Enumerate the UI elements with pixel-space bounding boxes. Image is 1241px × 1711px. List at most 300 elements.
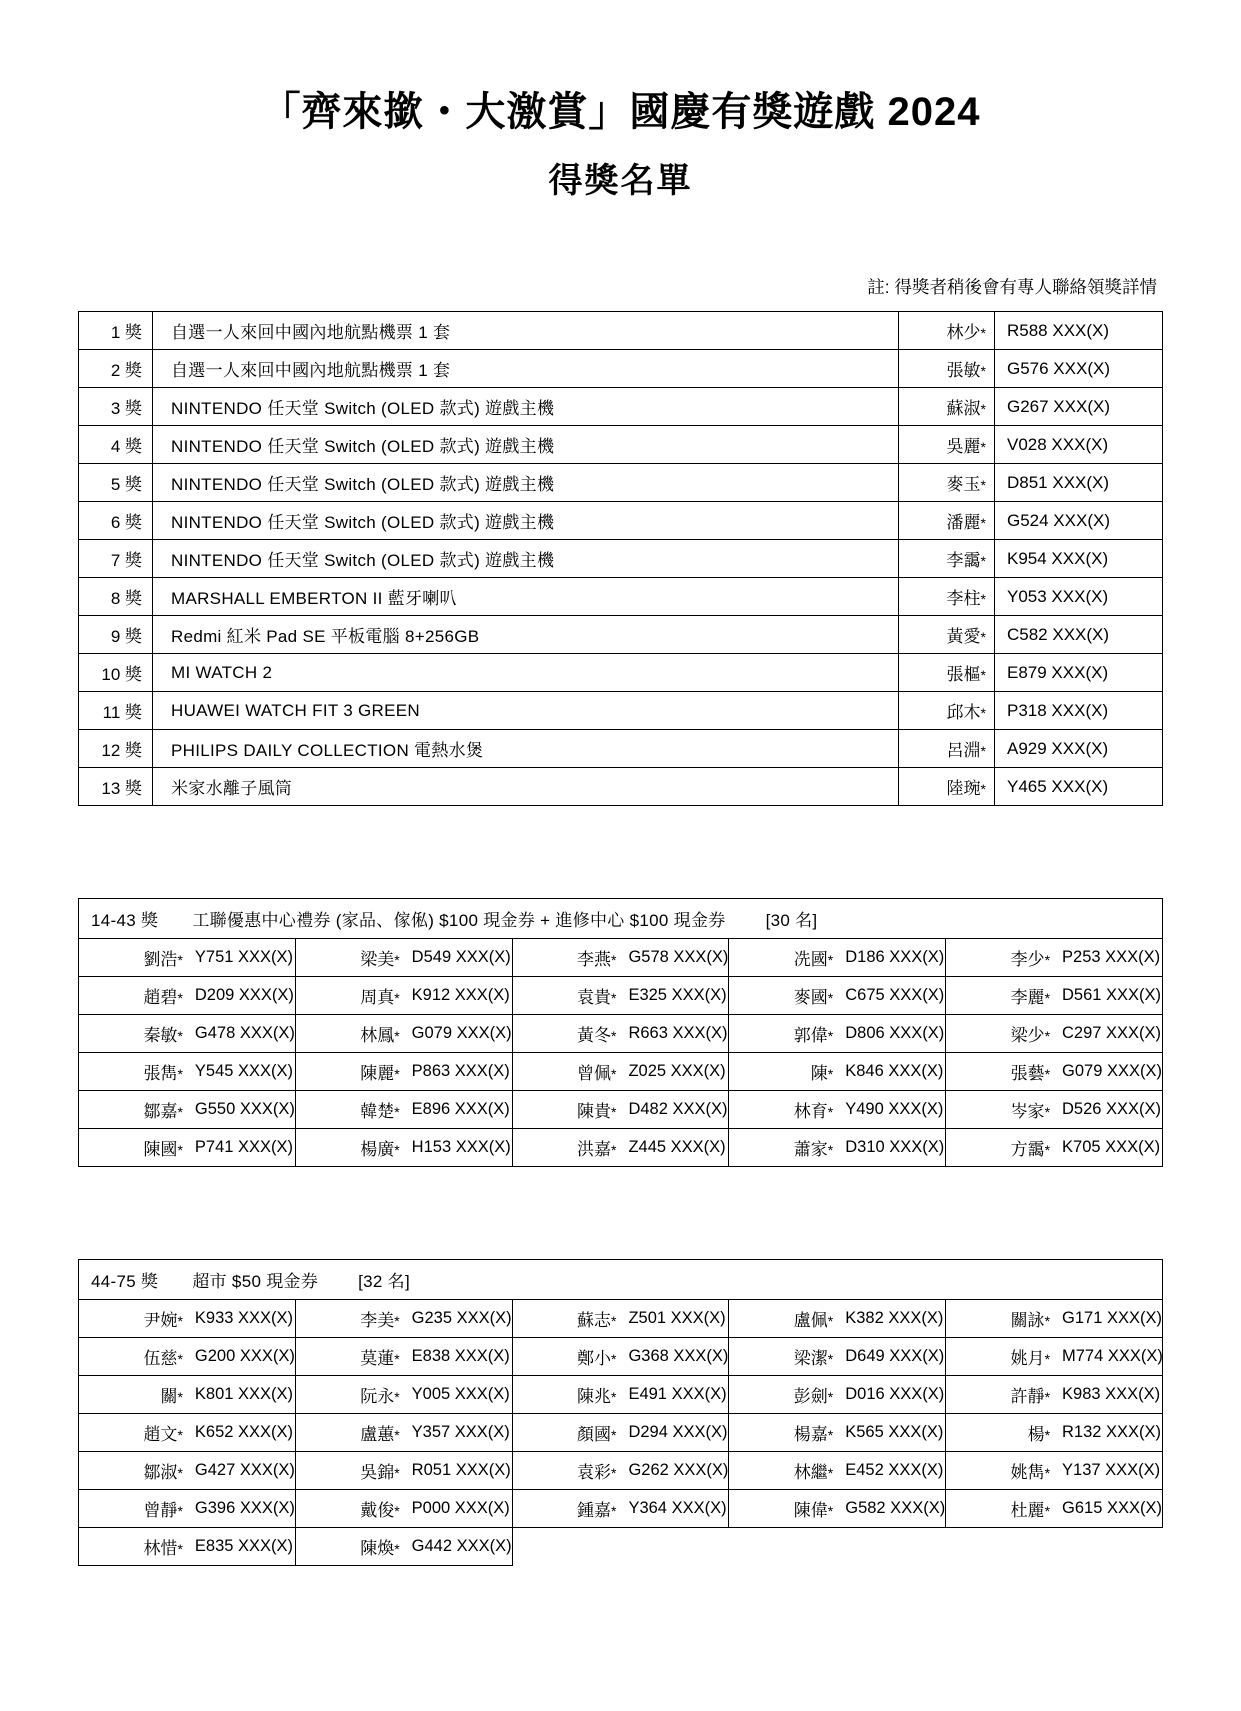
winner-name [946,977,1054,1015]
masking-star: * [1044,990,1051,1006]
winner-name [512,1452,620,1490]
winner-code: G427 XXX(X) [187,1452,295,1490]
winner-name-text: 蕭家 [793,1140,828,1159]
winner-name-text: 麥國 [793,988,828,1007]
winner-name [512,977,620,1015]
prize-description: NINTENDO 任天堂 Switch (OLED 款式) 遊戲主機 [153,464,899,502]
empty-cell [512,1528,620,1566]
prize-rank: 1 獎 [79,312,153,350]
winner-name [946,1015,1054,1053]
winner-code: Y137 XXX(X) [1054,1452,1162,1490]
winner-name [729,1015,837,1053]
winner-name [729,1376,837,1414]
masking-star: * [827,990,834,1006]
winner-code: G267 XXX(X) [995,388,1163,426]
winner-name-text: 林惜 [143,1539,178,1558]
winner-name-text: 方靄 [1010,1140,1045,1159]
winner-name [79,977,187,1015]
winner-code: K933 XXX(X) [187,1300,295,1338]
winner-code: G200 XXX(X) [187,1338,295,1376]
prize-rank: 7 獎 [79,540,153,578]
masking-star: * [177,1389,183,1405]
winner-name-text: 蘇志 [577,1311,611,1330]
masking-star: * [980,401,986,417]
winner-name-text: 楊 [1027,1425,1045,1444]
winner-code: K846 XXX(X) [837,1053,945,1091]
prize-rank: 8 獎 [79,578,153,616]
winner-code: D806 XXX(X) [837,1015,945,1053]
prize-description: MARSHALL EMBERTON II 藍牙喇叭 [153,578,899,616]
masking-star: * [394,990,400,1006]
masking-star: * [980,325,986,341]
masking-star: * [394,1389,400,1405]
winner-name-text: 趙文 [143,1425,178,1444]
winner-name [899,312,995,350]
masking-star: * [827,1313,834,1329]
prize-description: 自選一人來回中國內地航點機票 1 套 [153,312,899,350]
winner-name-text: 陳煥 [360,1539,395,1558]
winner-name-text: 林少 [946,323,981,342]
winner-name [946,1338,1054,1376]
winner-code: Y005 XXX(X) [404,1376,512,1414]
winner-row [79,1414,1163,1452]
winner-name-text: 鄭小 [577,1349,611,1368]
winner-code: D561 XXX(X) [1054,977,1162,1015]
winner-name-text: 陳貴 [577,1102,611,1121]
winner-name-text: 姚雋 [1010,1463,1045,1482]
prize-rank: 10 獎 [79,654,153,692]
winner-name-text: 阮永 [360,1387,395,1406]
winner-name-text: 關 [160,1387,178,1406]
winner-name [79,1053,187,1091]
prize-description: 自選一人來回中國內地航點機票 1 套 [153,350,899,388]
masking-star: * [827,1503,834,1519]
winner-code: D209 XXX(X) [187,977,295,1015]
winner-row [79,1091,1163,1129]
masking-star: * [1044,1142,1051,1158]
winner-name [899,654,995,692]
winner-name-text: 吳錦 [360,1463,395,1482]
winner-code: E491 XXX(X) [620,1376,728,1414]
winner-name [79,1091,187,1129]
winner-name [946,1376,1054,1414]
winner-name [899,388,995,426]
winner-code: Y751 XXX(X) [187,939,295,977]
winner-name-text: 盧佩 [793,1311,828,1330]
winner-row [79,1300,1163,1338]
winner-name [899,464,995,502]
winner-name-text: 梁潔 [793,1349,828,1368]
empty-cell [729,1528,837,1566]
winner-code: P253 XXX(X) [1054,939,1162,977]
group-count: [32 名] [358,1272,411,1291]
winner-name-text: 陳 [810,1064,828,1083]
winner-code: G578 XXX(X) [620,939,728,977]
winner-code: Y357 XXX(X) [404,1414,512,1452]
winner-name [79,1490,187,1528]
winner-name-text: 鄒嘉 [143,1102,178,1121]
group-b-section [78,1259,1163,1566]
winner-name-text: 楊嘉 [793,1425,828,1444]
winner-name [79,1129,187,1167]
masking-star: * [394,952,400,968]
winner-name-text: 黃冬 [577,1026,611,1045]
page-title: 「齊來撳・大激賞」國慶有獎遊戲 2024 [260,90,981,134]
prize-rank: 3 獎 [79,388,153,426]
masking-star: * [1044,1465,1051,1481]
masking-star: * [394,1465,400,1481]
table-row [79,388,1163,426]
empty-cell [946,1528,1054,1566]
winner-name [899,578,995,616]
winner-name [729,1414,837,1452]
group-a-table [78,898,1163,1167]
masking-star: * [394,1313,400,1329]
winner-row [79,1376,1163,1414]
winner-name-text: 梁少 [1010,1026,1045,1045]
masking-star: * [980,667,986,683]
winner-name [512,1053,620,1091]
masking-star: * [980,477,986,493]
table-row [79,578,1163,616]
winner-name-text: 陳國 [143,1140,178,1159]
winner-name-text: 劉浩 [143,950,178,969]
winner-name [79,1376,187,1414]
masking-star: * [1044,1313,1051,1329]
winner-name [295,1452,403,1490]
prize-rank: 4 獎 [79,426,153,464]
masking-star: * [177,1541,183,1557]
winner-name [295,977,403,1015]
winner-code: C675 XXX(X) [837,977,945,1015]
table-row [79,464,1163,502]
masking-star: * [980,743,986,759]
winner-name [946,1490,1054,1528]
winner-name [512,1129,620,1167]
winner-name-text: 黃愛 [946,627,981,646]
winner-code: R663 XXX(X) [620,1015,728,1053]
masking-star: * [177,1104,183,1120]
table-row [79,692,1163,730]
winner-name [899,350,995,388]
prize-description: Redmi 紅米 Pad SE 平板電腦 8+256GB [153,616,899,654]
winner-name [512,939,620,977]
winner-code: P318 XXX(X) [995,692,1163,730]
masking-star: * [611,1066,617,1082]
winner-name-text: 陸琬 [946,779,981,798]
winner-name [729,1300,837,1338]
masking-star: * [177,1427,183,1443]
winner-name [512,1300,620,1338]
winner-name [295,1528,403,1566]
winner-row [79,939,1163,977]
winner-code: G524 XXX(X) [995,502,1163,540]
winner-name-text: 李麗 [1010,988,1045,1007]
winner-name [512,1338,620,1376]
winner-name [79,1015,187,1053]
prize-rank: 2 獎 [79,350,153,388]
masking-star: * [177,1066,183,1082]
masking-star: * [394,1503,400,1519]
winner-name-text: 許靜 [1010,1387,1045,1406]
masking-star: * [827,952,834,968]
winner-name [295,1091,403,1129]
masking-star: * [394,1104,400,1120]
winner-code: G396 XXX(X) [187,1490,295,1528]
winner-name-text: 潘麗 [946,513,981,532]
winner-name-text: 吳麗 [946,437,981,456]
winner-code: E838 XXX(X) [404,1338,512,1376]
winner-code: P741 XXX(X) [187,1129,295,1167]
winner-name-text: 李燕 [577,950,611,969]
winner-row [79,1452,1163,1490]
winner-name [79,1528,187,1566]
group-b-table [78,1259,1163,1566]
winner-code: K912 XXX(X) [404,977,512,1015]
winner-name [79,1452,187,1490]
winner-name [729,1452,837,1490]
winner-code: G576 XXX(X) [995,350,1163,388]
masking-star: * [1044,1028,1051,1044]
masking-star: * [1044,1351,1051,1367]
winner-code: E879 XXX(X) [995,654,1163,692]
prize-rank: 9 獎 [79,616,153,654]
winner-name-text: 顏國 [577,1425,611,1444]
winner-name-text: 彭劍 [793,1387,828,1406]
winner-name-text: 林繼 [793,1463,828,1482]
winner-code: C582 XXX(X) [995,616,1163,654]
winner-code: G550 XXX(X) [187,1091,295,1129]
prize-description: NINTENDO 任天堂 Switch (OLED 款式) 遊戲主機 [153,502,899,540]
winner-name-text: 伍慈 [143,1349,178,1368]
winner-name-text: 韓楚 [360,1102,395,1121]
winner-name-text: 陳麗 [360,1064,395,1083]
masking-star: * [980,781,986,797]
masking-star: * [611,1104,617,1120]
winner-code: D016 XXX(X) [837,1376,945,1414]
masking-star: * [611,1503,617,1519]
winner-name [512,1015,620,1053]
masking-star: * [394,1541,400,1557]
table-row [79,616,1163,654]
winner-code: K983 XXX(X) [1054,1376,1162,1414]
winner-name [899,768,995,806]
winner-name [729,1053,837,1091]
winner-name [946,939,1054,977]
winner-code: G171 XXX(X) [1054,1300,1162,1338]
masking-star: * [611,990,617,1006]
masking-star: * [1044,1427,1051,1443]
winner-code: E835 XXX(X) [187,1528,295,1566]
winner-code: P863 XXX(X) [404,1053,512,1091]
title-block [78,85,1163,202]
prize-rank: 5 獎 [79,464,153,502]
winner-name [729,977,837,1015]
prize-description: HUAWEI WATCH FIT 3 GREEN [153,692,899,730]
winner-code: G442 XXX(X) [404,1528,512,1566]
winner-code: D549 XXX(X) [404,939,512,977]
table-row [79,350,1163,388]
winner-row [79,1528,1163,1566]
winner-code: D526 XXX(X) [1054,1091,1162,1129]
winner-name [295,939,403,977]
winner-name-text: 李少 [1010,950,1045,969]
prize-description: NINTENDO 任天堂 Switch (OLED 款式) 遊戲主機 [153,388,899,426]
winner-code: G582 XXX(X) [837,1490,945,1528]
winner-code: G079 XXX(X) [1054,1053,1162,1091]
winner-name [295,1015,403,1053]
winner-name-text: 李美 [360,1311,395,1330]
winner-name [899,616,995,654]
winner-code: K565 XXX(X) [837,1414,945,1452]
winner-name-text: 莫蓮 [360,1349,395,1368]
masking-star: * [980,553,986,569]
winner-code: C297 XXX(X) [1054,1015,1162,1053]
winner-name-text: 陳偉 [793,1501,828,1520]
masking-star: * [1044,1066,1051,1082]
masking-star: * [611,1142,617,1158]
table-row [79,768,1163,806]
masking-star: * [177,1465,183,1481]
winner-name-text: 林鳳 [360,1026,395,1045]
masking-star: * [394,1028,400,1044]
winner-code: G615 XXX(X) [1054,1490,1162,1528]
masking-star: * [980,363,986,379]
prize-description: MI WATCH 2 [153,654,899,692]
winner-name-text: 岑家 [1010,1102,1045,1121]
winner-code: D310 XXX(X) [837,1129,945,1167]
winner-name-text: 李柱 [946,589,981,608]
masking-star: * [611,1351,617,1367]
winner-name-text: 袁貴 [577,988,611,1007]
group-header [79,1260,1163,1300]
masking-star: * [1044,1389,1051,1405]
winner-code: G262 XXX(X) [620,1452,728,1490]
winner-row [79,1129,1163,1167]
table-row [79,730,1163,768]
table-row [79,312,1163,350]
page-subtitle: 得獎名單 [548,162,693,200]
winner-code: D482 XXX(X) [620,1091,728,1129]
winner-code: A929 XXX(X) [995,730,1163,768]
winner-code: E452 XXX(X) [837,1452,945,1490]
winner-code: Y364 XXX(X) [620,1490,728,1528]
winner-name [295,1490,403,1528]
winner-name-text: 趙碧 [143,988,178,1007]
winner-name-text: 盧蕙 [360,1425,395,1444]
prize-description: 米家水離子風筒 [153,768,899,806]
winner-name [295,1300,403,1338]
winner-name [512,1414,620,1452]
winner-code: D851 XXX(X) [995,464,1163,502]
winner-name-text: 張敏 [946,361,981,380]
masking-star: * [1044,952,1051,968]
masking-star: * [827,1427,834,1443]
winner-code: G478 XXX(X) [187,1015,295,1053]
winner-name [946,1300,1054,1338]
masking-star: * [177,1313,183,1329]
masking-star: * [611,1028,617,1044]
masking-star: * [394,1066,400,1082]
prize-rank: 12 獎 [79,730,153,768]
winner-name [512,1490,620,1528]
winner-name [295,1414,403,1452]
winner-code: G079 XXX(X) [404,1015,512,1053]
winner-name-text: 張雋 [143,1064,178,1083]
winner-code: D649 XXX(X) [837,1338,945,1376]
winner-code: G368 XXX(X) [620,1338,728,1376]
masking-star: * [611,952,617,968]
winner-name [946,1129,1054,1167]
winner-code: G235 XXX(X) [404,1300,512,1338]
group-header [79,899,1163,939]
winner-row [79,1490,1163,1528]
masking-star: * [827,1104,834,1120]
winner-name-text: 尹婉 [143,1311,178,1330]
winner-code: R051 XXX(X) [404,1452,512,1490]
group-prize: 超市 $50 現金券 [192,1272,319,1291]
winner-name-text: 麥玉 [946,475,981,494]
table-row [79,502,1163,540]
masking-star: * [980,439,986,455]
winner-code: E896 XXX(X) [404,1091,512,1129]
prize-description: PHILIPS DAILY COLLECTION 電熱水煲 [153,730,899,768]
winner-name [946,1452,1054,1490]
winner-name [729,939,837,977]
winner-code: Y490 XXX(X) [837,1091,945,1129]
prize-rank: 13 獎 [79,768,153,806]
masking-star: * [827,1351,834,1367]
winner-code: K382 XXX(X) [837,1300,945,1338]
winner-name [729,1091,837,1129]
winner-name-text: 袁彩 [577,1463,611,1482]
masking-star: * [394,1351,400,1367]
winner-code: M774 XXX(X) [1054,1338,1162,1376]
winner-name [899,540,995,578]
winner-name-text: 鄒淑 [143,1463,178,1482]
masking-star: * [827,1066,834,1082]
winner-code: K652 XXX(X) [187,1414,295,1452]
winner-code: Y545 XXX(X) [187,1053,295,1091]
winner-name-text: 鍾嘉 [577,1501,611,1520]
winner-code: R132 XXX(X) [1054,1414,1162,1452]
winner-code: Z445 XXX(X) [620,1129,728,1167]
note-text: 註: 得獎者稍後會有專人聯絡領獎詳情 [867,277,1157,297]
winner-code: R588 XXX(X) [995,312,1163,350]
winner-code: Y053 XXX(X) [995,578,1163,616]
winner-name [729,1490,837,1528]
winner-name [946,1414,1054,1452]
winner-name-text: 姚月 [1010,1349,1045,1368]
winner-name-text: 陳兆 [577,1387,611,1406]
winner-name [512,1091,620,1129]
winner-row [79,977,1163,1015]
masking-star: * [177,990,183,1006]
winner-name-text: 冼國 [793,950,828,969]
winner-name-text: 關詠 [1010,1311,1045,1330]
winner-name [79,1300,187,1338]
winner-code: K801 XXX(X) [187,1376,295,1414]
winner-name [729,1338,837,1376]
winner-name [295,1338,403,1376]
winner-name-text: 張樞 [946,665,981,684]
winner-name-text: 曾靜 [143,1501,178,1520]
group-prize: 工聯優惠中心禮券 (家品、傢俬) $100 現金券 + 進修中心 $100 現金券 [192,911,726,930]
winner-name-text: 戴俊 [360,1501,395,1520]
winner-row [79,1053,1163,1091]
winner-name [295,1129,403,1167]
winner-name-text: 張藝 [1010,1064,1045,1083]
